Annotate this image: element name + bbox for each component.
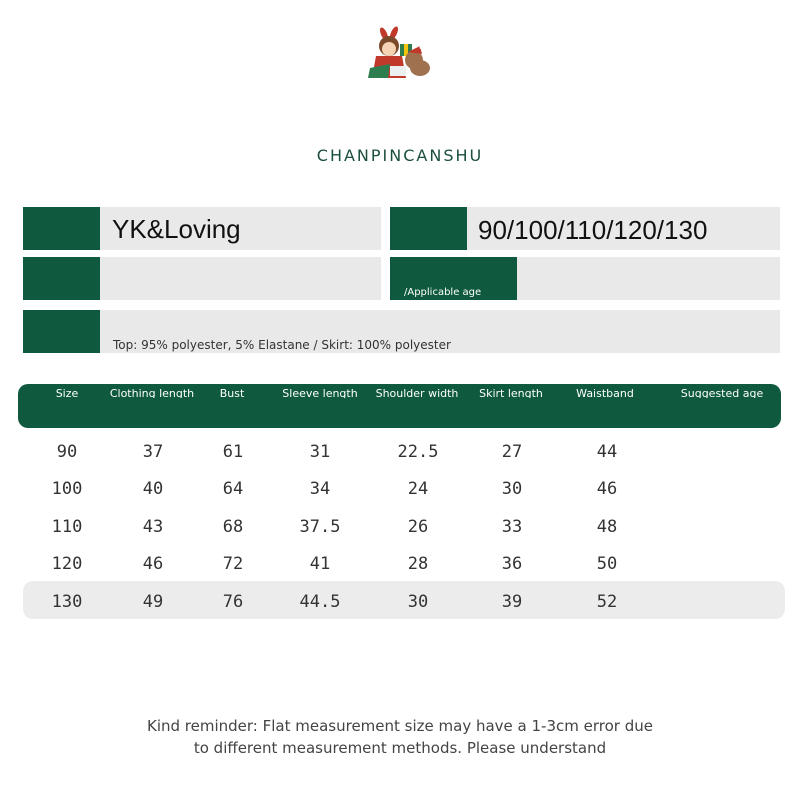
table-cell: 43 xyxy=(142,517,164,537)
table-cell: 68 xyxy=(222,517,244,537)
sizes-value: 90/100/110/120/130 xyxy=(478,215,708,245)
table-cell: 120 xyxy=(51,554,83,574)
kind-reminder xyxy=(0,715,800,759)
header-clothing-length: Clothing length xyxy=(109,387,195,398)
table-cell: 64 xyxy=(222,479,244,499)
header-bust: Bust xyxy=(219,387,245,398)
table-cell: 72 xyxy=(222,554,244,574)
table-cell: 28 xyxy=(407,554,429,574)
table-cell: 37.5 xyxy=(299,517,341,537)
table-cell: 24 xyxy=(407,479,429,499)
table-cell: 76 xyxy=(222,592,244,612)
table-cell: 100 xyxy=(51,479,83,499)
table-cell: 130 xyxy=(51,592,83,612)
material-label-swatch xyxy=(23,310,100,353)
table-cell: 48 xyxy=(596,517,618,537)
age-label-text: /Applicable age xyxy=(404,287,482,298)
table-cell: 49 xyxy=(142,592,164,612)
header-skirt-length: Skirt length xyxy=(479,387,543,398)
table-cell: 46 xyxy=(142,554,164,574)
page-title: CHANPINCANSHU xyxy=(316,146,484,165)
table-cell: 26 xyxy=(407,517,429,537)
material-value: Top: 95% polyester, 5% Elastane / Skirt: 100% polyester xyxy=(113,338,451,352)
highlighted-row-bg xyxy=(23,581,785,619)
table-cell: 61 xyxy=(222,442,244,462)
header-shoulder-width: Shoulder width xyxy=(375,387,459,398)
reminder-line-2: to different measurement methods. Please understand xyxy=(193,739,607,757)
table-cell: 50 xyxy=(596,554,618,574)
table-cell: 110 xyxy=(51,517,83,537)
table-cell: 34 xyxy=(309,479,331,499)
table-cell: 27 xyxy=(501,442,523,462)
table-cell: 40 xyxy=(142,479,164,499)
size-table-header xyxy=(18,384,781,428)
table-cell: 52 xyxy=(596,592,618,612)
sizes-label-swatch xyxy=(390,207,467,250)
header-suggested-age: Suggested age xyxy=(680,387,764,398)
table-cell: 31 xyxy=(309,442,331,462)
reminder-line-1: Kind reminder: Flat measurement size may have a 1-3cm error due xyxy=(147,717,653,735)
brand-label-swatch xyxy=(23,207,100,250)
table-cell: 37 xyxy=(142,442,164,462)
style-label-swatch xyxy=(23,257,100,300)
brand-value: YK&Loving xyxy=(112,214,241,244)
header-size: Size xyxy=(55,387,79,398)
header-sleeve-length: Sleeve length xyxy=(282,387,358,398)
table-cell: 90 xyxy=(56,442,78,462)
table-cell: 30 xyxy=(501,479,523,499)
table-cell: 33 xyxy=(501,517,523,537)
table-cell: 41 xyxy=(309,554,331,574)
header-waistband: Waistband xyxy=(576,387,634,398)
brand-mascot-logo xyxy=(364,22,432,82)
table-cell: 44 xyxy=(596,442,618,462)
table-cell: 39 xyxy=(501,592,523,612)
table-cell: 44.5 xyxy=(299,592,341,612)
age-label-swatch xyxy=(390,257,517,300)
table-cell: 46 xyxy=(596,479,618,499)
table-cell: 30 xyxy=(407,592,429,612)
table-cell: 36 xyxy=(501,554,523,574)
table-cell: 22.5 xyxy=(397,442,439,462)
